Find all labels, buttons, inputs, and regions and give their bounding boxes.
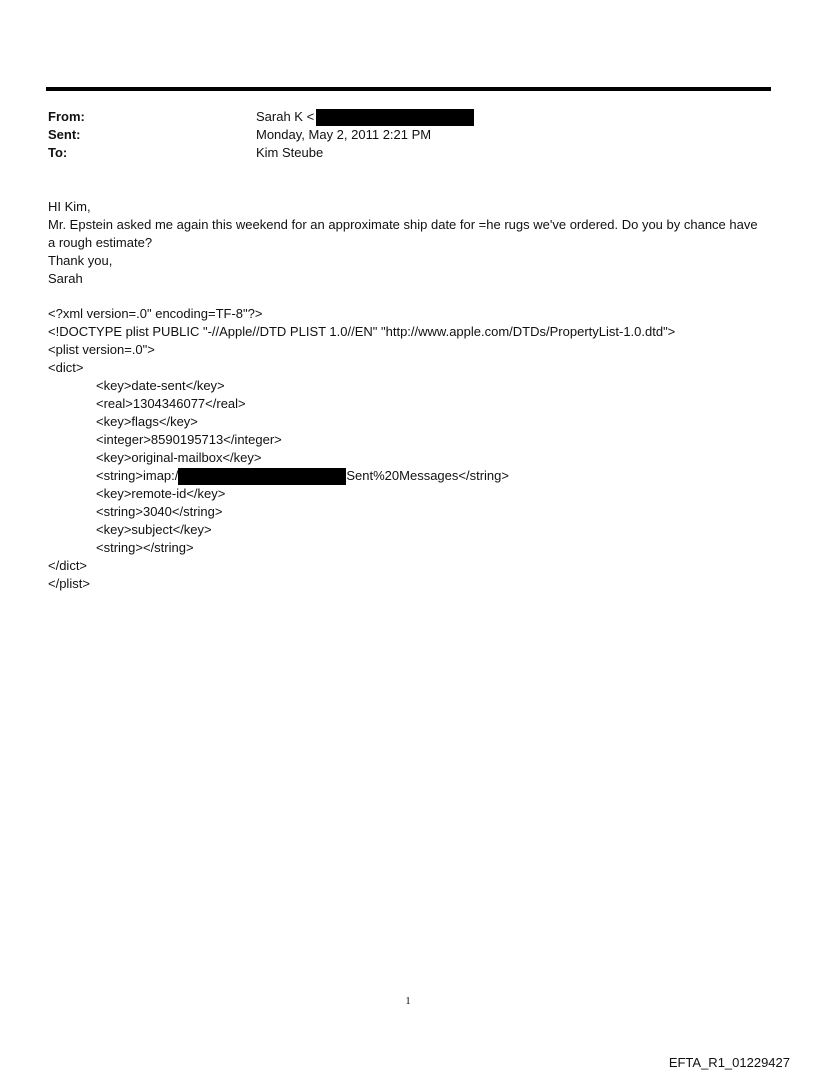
redaction-box xyxy=(178,468,346,485)
xml-line: <!DOCTYPE plist PUBLIC "-//Apple//DTD PLIST 1.0//EN" "http://www.apple.com/DTDs/PropertyList-1.0.dtd"> xyxy=(48,324,676,339)
xml-line: <key>subject</key> xyxy=(96,522,212,537)
to-label: To: xyxy=(48,145,68,160)
closing: Thank you, xyxy=(48,253,113,268)
signature: Sarah xyxy=(48,271,83,286)
xml-line: <?xml version=.0" encoding=TF-8"?> xyxy=(48,306,263,321)
xml-line: <dict> xyxy=(48,360,84,375)
xml-fragment: <string>imap:/ xyxy=(96,468,179,483)
message-text: Mr. Epstein asked me again this weekend for an approximate ship date for =he rugs we've ordered. Do you by chance have a rough estimate? xyxy=(48,217,758,250)
xml-line: <key>remote-id</key> xyxy=(96,486,226,501)
document-id: EFTA_R1_01229427 xyxy=(668,1055,790,1070)
header-rule xyxy=(46,87,771,91)
xml-line: <string></string> xyxy=(96,540,194,555)
plist-block xyxy=(48,305,675,593)
sent-value: Monday, May 2, 2011 2:21 PM xyxy=(256,127,432,142)
xml-line: <key>date-sent</key> xyxy=(96,378,225,393)
to-value: Kim Steube xyxy=(256,145,324,160)
message-body xyxy=(48,198,768,288)
greeting: HI Kim, xyxy=(48,199,91,214)
xml-line-redacted xyxy=(48,467,675,485)
xml-line: <key>original-mailbox</key> xyxy=(96,450,262,465)
xml-line: <plist version=.0"> xyxy=(48,342,155,357)
xml-line: </dict> xyxy=(48,558,88,573)
xml-fragment: Sent%20Messages</string> xyxy=(346,468,509,483)
from-sender: Sarah K < xyxy=(256,109,315,124)
xml-line: </plist> xyxy=(48,576,90,591)
sent-label: Sent: xyxy=(48,127,81,142)
xml-line: <string>3040</string> xyxy=(96,504,223,519)
redaction-box xyxy=(316,109,474,126)
xml-line: <key>flags</key> xyxy=(96,414,198,429)
page-number: 1 xyxy=(405,995,411,1007)
xml-line: <real>1304346077</real> xyxy=(96,396,246,411)
xml-line: <integer>8590195713</integer> xyxy=(96,432,282,447)
from-label: From: xyxy=(48,109,85,124)
from-value xyxy=(256,108,474,126)
